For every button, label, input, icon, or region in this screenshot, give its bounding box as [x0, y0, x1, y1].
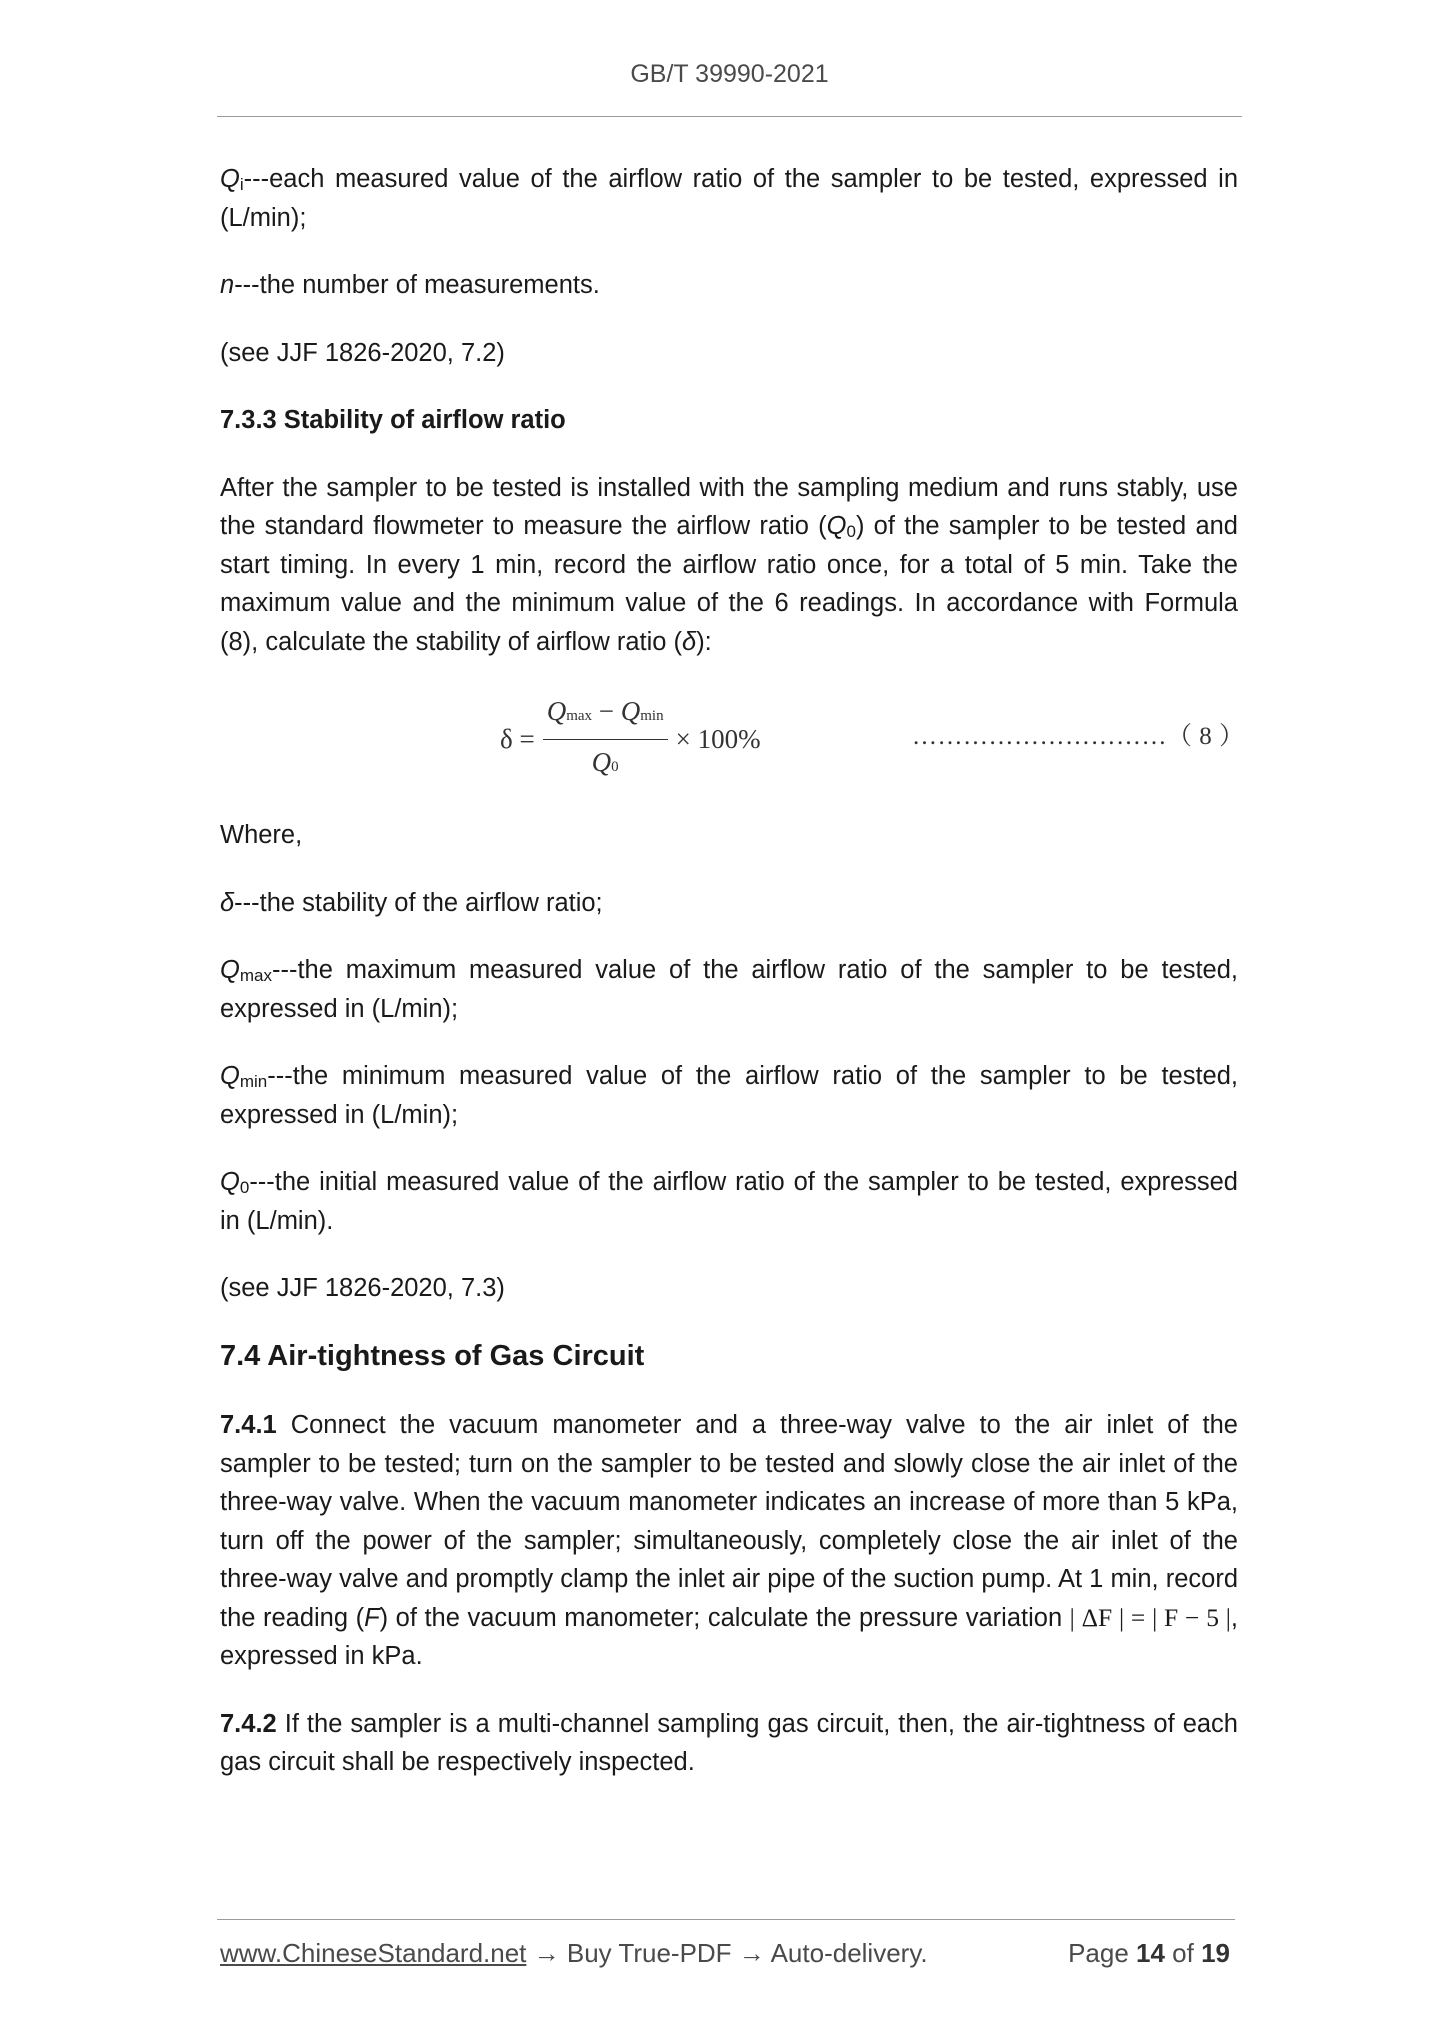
clause-number: 7.4.2	[220, 1709, 277, 1738]
pressure-variation-formula: | ΔF | = | F − 5 |	[1069, 1602, 1231, 1632]
formula-lhs: δ =	[500, 723, 535, 754]
arrow-icon: →	[731, 1938, 771, 1968]
reference-7-2: (see JJF 1826-2020, 7.2)	[220, 338, 505, 367]
symbol-q: Q	[826, 512, 847, 540]
formula-numerator: Qmax − Qmin	[543, 692, 668, 740]
symbol-delta: δ	[220, 888, 235, 917]
page-body	[220, 160, 1245, 1811]
symbol-delta: δ	[682, 627, 697, 656]
symbol-q: Q	[220, 1062, 240, 1090]
formula-expression	[500, 692, 761, 786]
header-rule	[217, 116, 1242, 117]
definition-text: ---each measured value of the airflow ratio of the sampler to be tested, expressed in (L/min);	[220, 165, 1238, 232]
subscript-0: 0	[239, 1178, 250, 1197]
running-header: GB/T 39990-2021	[630, 60, 829, 88]
formula-denominator: Q0	[591, 746, 619, 777]
definition-n	[220, 266, 1238, 305]
section-heading-7-4: 7.4 Air-tightness of Gas Circuit	[220, 1339, 645, 1372]
symbol-q: Q	[220, 956, 240, 984]
arrow-icon: →	[526, 1938, 567, 1968]
subscript-max: max	[239, 966, 272, 985]
formula-8	[220, 690, 1245, 786]
formula-multiplier: × 100%	[675, 723, 761, 754]
paragraph-stability-procedure: After the sampler to be tested is installed with the sampling medium and runs stably, use the standard flowmeter to measure the airflow ratio (Q0) of the sampler to be tested and start timing. In every 1 min, record the airflow ratio once, for a total of 5 min. Take the maximum value and the minimum value of the 6 readings. In accordance with Formula (8), calculate the stability of airflow ratio (δ):	[220, 473, 1238, 656]
definition-text: ---the number of measurements.	[234, 271, 600, 299]
footer-rule	[217, 1919, 1235, 1920]
formula-number-leader: …………………………（ 8 ）	[912, 723, 1245, 750]
current-page: 14	[1136, 1938, 1165, 1968]
section-heading-7-3-3: 7.3.3 Stability of airflow ratio	[220, 406, 566, 434]
subscript-0: 0	[846, 522, 856, 541]
symbol-q: Q	[220, 1168, 240, 1196]
subscript-min: min	[239, 1072, 268, 1091]
total-pages: 19	[1201, 1938, 1230, 1968]
paragraph-7-4-2: 7.4.2 If the sampler is a multi-channel sampling gas circuit, then, the air-tightness of each gas circuit shall be respectively inspected.	[220, 1709, 1238, 1776]
definition-qmax	[220, 951, 1238, 1028]
page-footer	[220, 1938, 1235, 1969]
clause-number: 7.4.1	[220, 1411, 277, 1439]
definition-qmin	[220, 1057, 1238, 1134]
definition-q0	[220, 1163, 1238, 1240]
where-label: Where,	[220, 821, 303, 849]
delivery-text: Auto-delivery.	[770, 1938, 928, 1968]
definition-text: ---the minimum measured value of the airflow ratio of the sampler to be tested, expressed in (L/min);	[220, 1062, 1238, 1129]
definition-qi	[220, 160, 1238, 237]
definition-delta	[220, 884, 1238, 923]
definition-text: ---the initial measured value of the airflow ratio of the sampler to be tested, expressed in (L/min).	[220, 1168, 1238, 1235]
paragraph-7-4-1: 7.4.1 Connect the vacuum manometer and a three-way valve to the air inlet of the sampler to be tested; turn on the sampler to be tested and slowly close the air inlet of the three-way valve. When the vacuum manometer indicates an increase of more than 5 kPa, turn off the power of the sampler; simultaneously, completely close the air inlet of the three-way valve and promptly clamp the inlet air pipe of the suction pump. At 1 min, record the reading (F) of the vacuum manometer; calculate the pressure variation | ΔF | = | F − 5 |, expressed in kPa.	[220, 1411, 1238, 1670]
buy-link-text: Buy True-PDF	[566, 1938, 732, 1968]
website-link[interactable]: www.ChineseStandard.net	[220, 1938, 527, 1968]
symbol-n: n	[220, 271, 235, 299]
page-indicator: Page 14 of 19	[1068, 1938, 1230, 1968]
reference-7-3: (see JJF 1826-2020, 7.3)	[220, 1274, 505, 1302]
symbol-f: F	[364, 1603, 380, 1632]
definition-text: ---the stability of the airflow ratio;	[234, 888, 603, 917]
subscript-i: i	[239, 175, 244, 194]
definition-text: ---the maximum measured value of the airflow ratio of the sampler to be tested, expressed in (L/min);	[220, 956, 1238, 1023]
formula-fraction	[543, 692, 668, 786]
symbol-q: Q	[220, 165, 240, 193]
